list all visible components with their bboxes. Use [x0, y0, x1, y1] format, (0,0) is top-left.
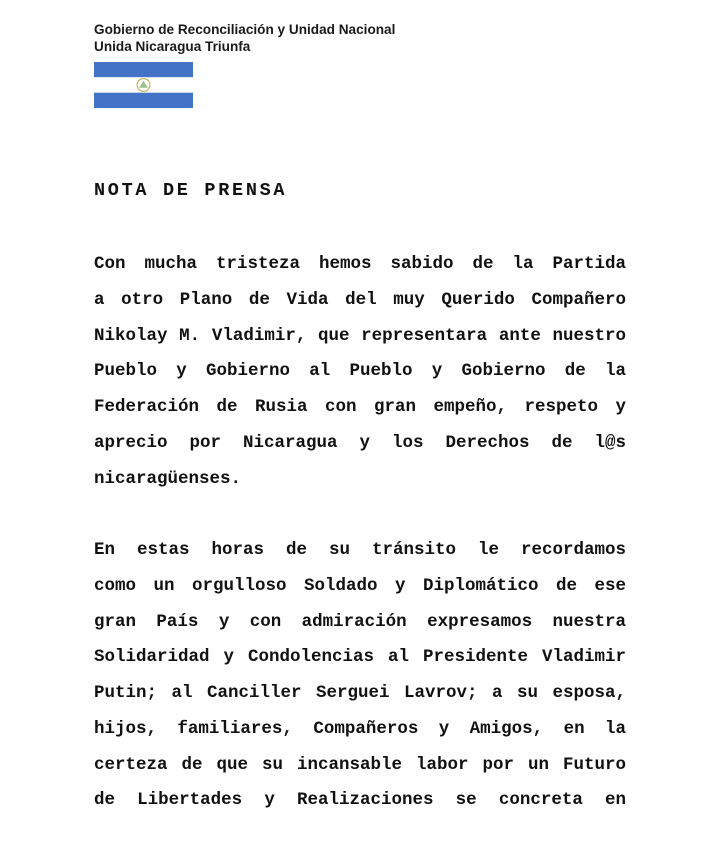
text-line: Pueblo y Gobierno al Pueblo y Gobierno de la	[94, 361, 626, 382]
government-name: Gobierno de Reconciliación y Unidad Nacional	[94, 22, 396, 37]
text-line: Solidaridad y Condolencias al Presidente Vladimir	[94, 647, 626, 668]
paragraph-2	[94, 533, 626, 819]
page-title: NOTA DE PRENSA	[94, 180, 288, 201]
nicaragua-flag-image	[94, 62, 193, 108]
flag-icon	[94, 62, 193, 108]
text-line: de Libertades y Realizaciones se concreta en	[94, 790, 626, 811]
text-line: Nikolay M. Vladimir, que representara ante nuestro	[94, 325, 626, 346]
text-line: aprecio por Nicaragua y los Derechos de l@s	[94, 432, 626, 453]
letterhead	[94, 21, 395, 55]
text-line: En estas horas de su tránsito le recordamos	[94, 540, 626, 560]
text-line: Con mucha tristeza hemos sabido de la Partida	[94, 254, 626, 274]
text-line: a otro Plano de Vida del muy Querido Compañero	[94, 289, 626, 310]
flag-bottom-stripe	[94, 93, 193, 108]
flag-top-stripe	[94, 62, 193, 77]
text-line: gran País y con admiración expresamos nuestra	[94, 611, 626, 632]
press-release-body	[94, 247, 626, 819]
text-line: Putin; al Canciller Serguei Lavrov; a su esposa,	[94, 683, 626, 703]
government-slogan: Unida Nicaragua Triunfa	[94, 39, 251, 54]
text-line: hijos, familiares, Compañeros y Amigos, en la	[94, 718, 626, 739]
text-line: nicaragüenses.	[94, 468, 242, 489]
text-line: Federación de Rusia con gran empeño, respeto y	[94, 397, 626, 417]
paragraph-1	[94, 247, 626, 497]
text-line: certeza de que su incansable labor por un Futuro	[94, 754, 626, 775]
text-line: como un orgulloso Soldado y Diplomático de ese	[94, 575, 626, 596]
